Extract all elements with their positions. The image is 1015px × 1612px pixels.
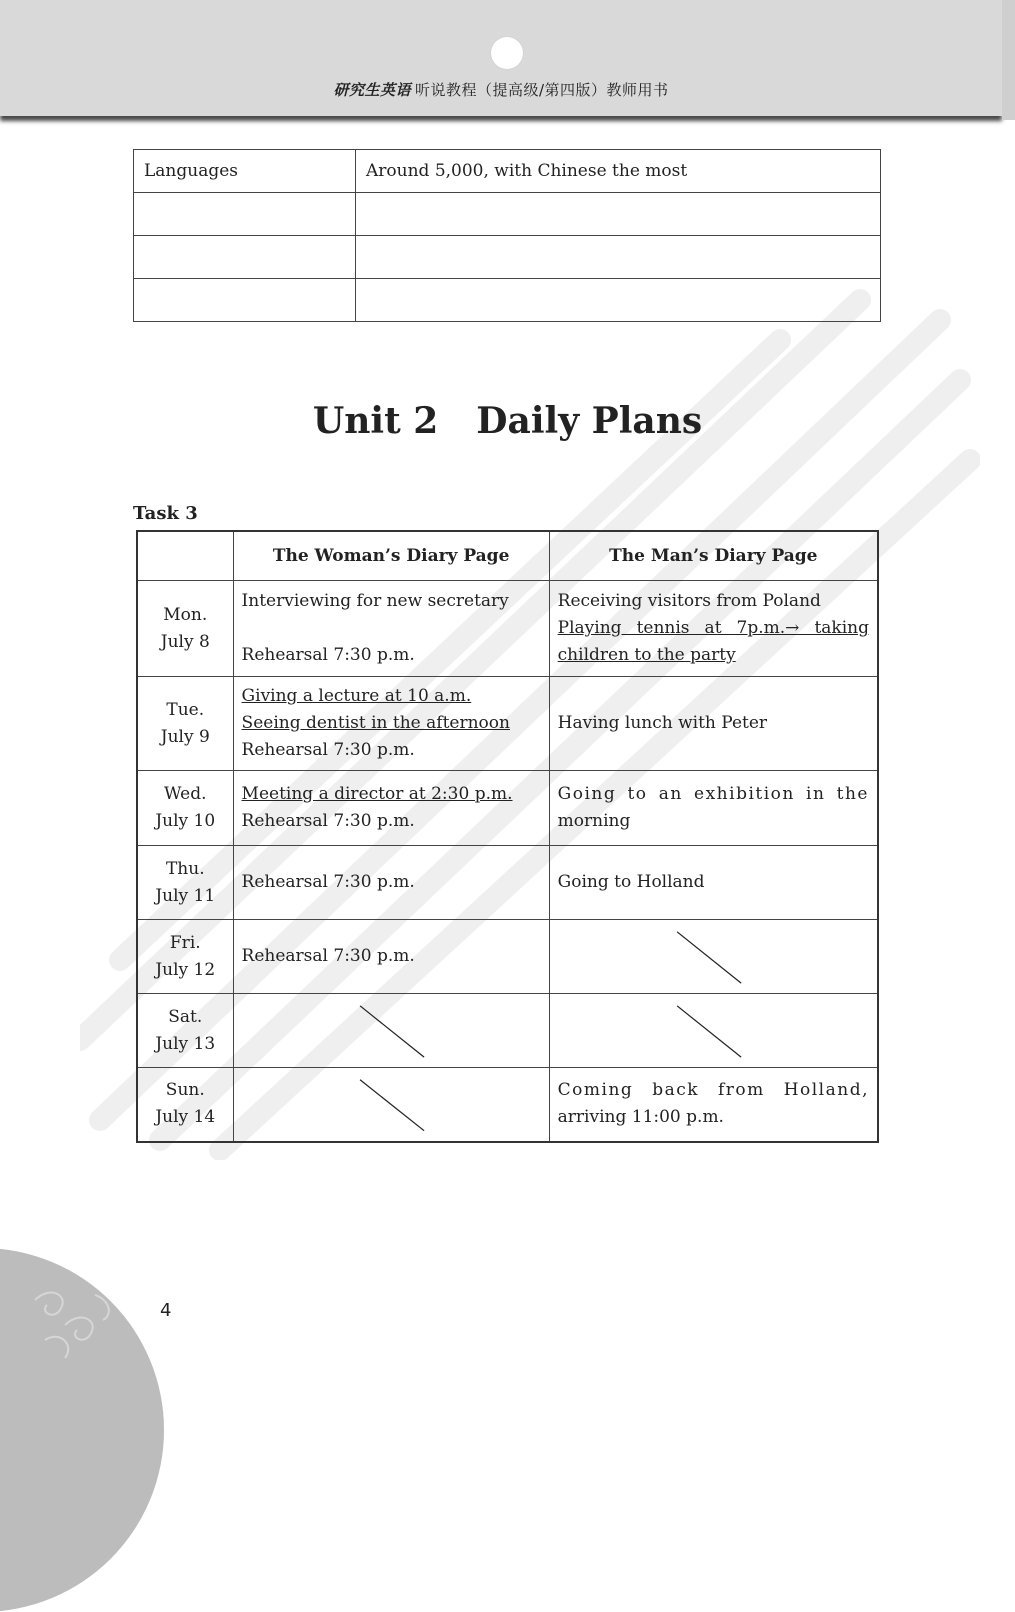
empty-slash-mark	[234, 1068, 549, 1141]
man-plan-cell: Going to Holland	[549, 846, 878, 920]
table-row	[137, 846, 878, 920]
table-row	[137, 1068, 878, 1142]
woman-plan-cell: Meeting a director at 2:30 p.m. Rehearsal 7:30 p.m.	[233, 771, 549, 846]
header-woman-diary: The Woman’s Diary Page	[233, 531, 549, 581]
table-cell	[356, 193, 881, 236]
man-plan-cell-empty	[549, 920, 878, 994]
table-row	[134, 279, 881, 322]
table-row	[137, 994, 878, 1068]
header-edge-strip	[1002, 0, 1015, 120]
empty-slash-mark	[234, 994, 549, 1067]
date-cell: Mon. July 8	[137, 581, 233, 677]
woman-plan-cell: Giving a lecture at 10 a.m. Seeing dentist in the afternoon Rehearsal 7:30 p.m.	[233, 677, 549, 771]
table-cell: Around 5,000, with Chinese the most	[356, 150, 881, 193]
woman-plan-cell: Rehearsal 7:30 p.m.	[233, 920, 549, 994]
table-row	[134, 150, 881, 193]
header-cell-empty	[137, 531, 233, 581]
empty-slash-mark	[550, 920, 877, 993]
man-plan-cell-empty	[549, 994, 878, 1068]
diary-header-row	[137, 531, 878, 581]
date-cell: Fri. July 12	[137, 920, 233, 994]
woman-plan-cell: Rehearsal 7:30 p.m.	[233, 846, 549, 920]
date-cell: Tue. July 9	[137, 677, 233, 771]
page-number: 4	[160, 1300, 172, 1321]
header-man-diary: The Man’s Diary Page	[549, 531, 878, 581]
table-row	[137, 581, 878, 677]
date-cell: Thu. July 11	[137, 846, 233, 920]
empty-slash-mark	[550, 994, 877, 1067]
book-title: 研究生英语 听说教程（提高级/第四版）教师用书	[333, 81, 669, 99]
date-cell: Sat. July 13	[137, 994, 233, 1068]
top-info-table	[133, 149, 881, 322]
table-row	[134, 236, 881, 279]
man-plan-cell: Going to an exhibition in the morning	[549, 771, 878, 846]
woman-plan-cell-empty	[233, 994, 549, 1068]
man-plan-cell: Coming back from Holland, arriving 11:00 p.m.	[549, 1068, 878, 1142]
table-cell	[356, 236, 881, 279]
diary-table	[136, 530, 879, 1143]
header-circle-decoration	[491, 37, 523, 69]
table-cell: Languages	[134, 150, 356, 193]
date-cell: Wed. July 10	[137, 771, 233, 846]
table-row	[137, 677, 878, 771]
flourish-ornament-icon	[25, 1280, 120, 1375]
table-row	[137, 771, 878, 846]
table-cell	[134, 279, 356, 322]
man-plan-cell: Having lunch with Peter	[549, 677, 878, 771]
man-plan-cell: Receiving visitors from Poland Playing tennis at 7p.m.→ taking children to the party	[549, 581, 878, 677]
woman-plan-cell: Interviewing for new secretary Rehearsal 7:30 p.m.	[233, 581, 549, 677]
table-cell	[134, 193, 356, 236]
task-label: Task 3	[133, 503, 198, 524]
date-cell: Sun. July 14	[137, 1068, 233, 1142]
woman-plan-cell-empty	[233, 1068, 549, 1142]
table-cell	[134, 236, 356, 279]
table-cell	[356, 279, 881, 322]
unit-heading: Unit 2 Daily Plans	[312, 400, 703, 442]
table-row	[137, 920, 878, 994]
page-header	[0, 0, 1002, 116]
table-row	[134, 193, 881, 236]
